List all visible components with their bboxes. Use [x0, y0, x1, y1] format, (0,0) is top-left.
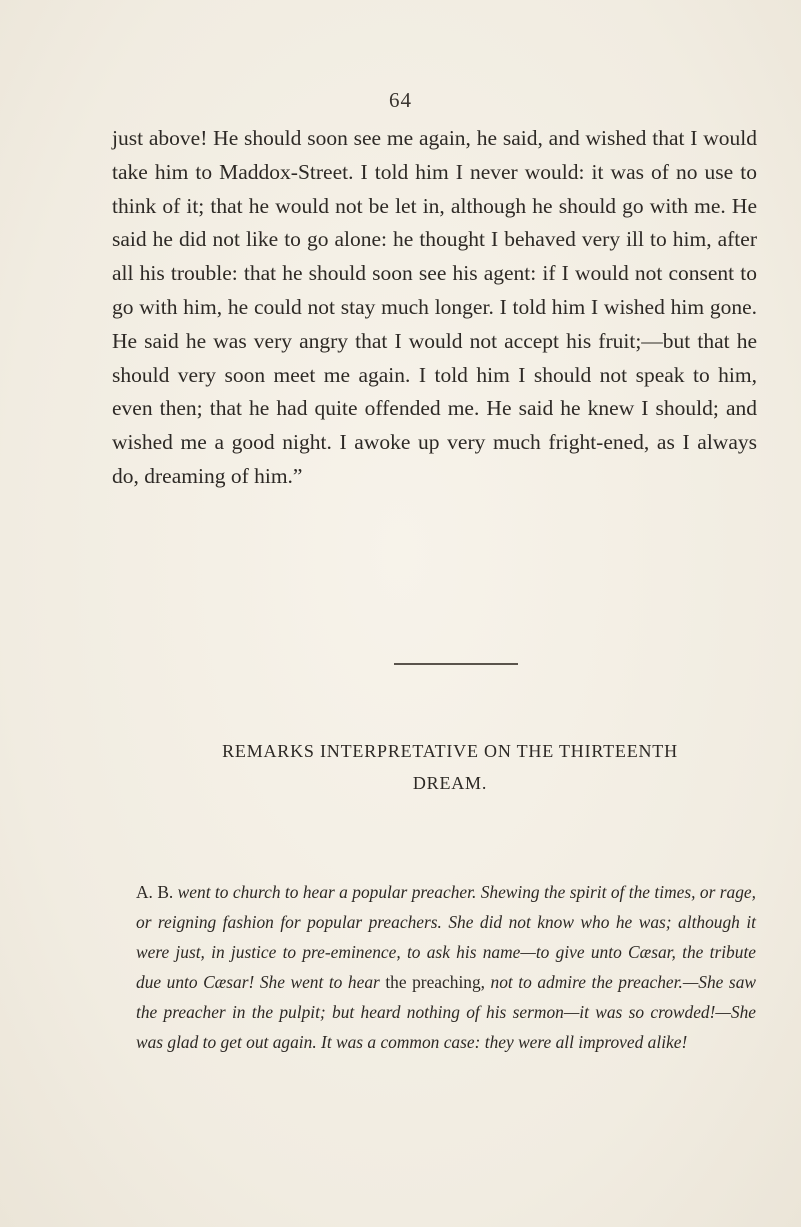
remarks-roman-phrase: the preaching,: [385, 972, 486, 992]
section-divider: [394, 663, 518, 665]
section-heading: [135, 735, 765, 799]
remarks-initials: A. B.: [136, 882, 174, 902]
remarks-text-part-1: went to church to hear a popular preacher. Shewing the spirit of the times, or rage, or reigning fashion for popular preachers. She did not know who he was; although it were just, in justice to pre-eminence, to ask his name—to give unto Cæsar, the tribute due unto Cæsar! She went to hear: [136, 882, 756, 992]
page-number: 64: [389, 88, 412, 112]
remarks-paragraph: [136, 877, 756, 1057]
remarks-text-part-2: not to admire the preacher.—She saw the preacher in the pulpit; but heard nothing of his sermon—it was so crowded!—She was glad to get out again. It was a common case: they were all improved alike!: [136, 972, 756, 1052]
section-heading-line-1: REMARKS INTERPRETATIVE ON THE THIRTEENTH: [222, 741, 678, 761]
dream-narrative-paragraph: just above! He should soon see me again, he said, and wished that I would take him to Maddox-Street. I told him I never would: it was of no use to think of it; that he would not be let in, although he should go with me. He said he did not like to go alone: he thought I behaved very ill to him, after all his trouble: that he should soon see his agent: if I would not consent to go with him, he could not stay much longer. I told him I wished him gone. He said he was very angry that I would not accept his fruit;—but that he should very soon meet me again. I told him I should not speak to him, even then; that he had quite offended me. He said he knew I should; and wished me a good night. I awoke up very much fright-ened, as I always do, dreaming of him.”: [112, 126, 757, 488]
section-heading-line-2: DREAM.: [412, 773, 488, 793]
